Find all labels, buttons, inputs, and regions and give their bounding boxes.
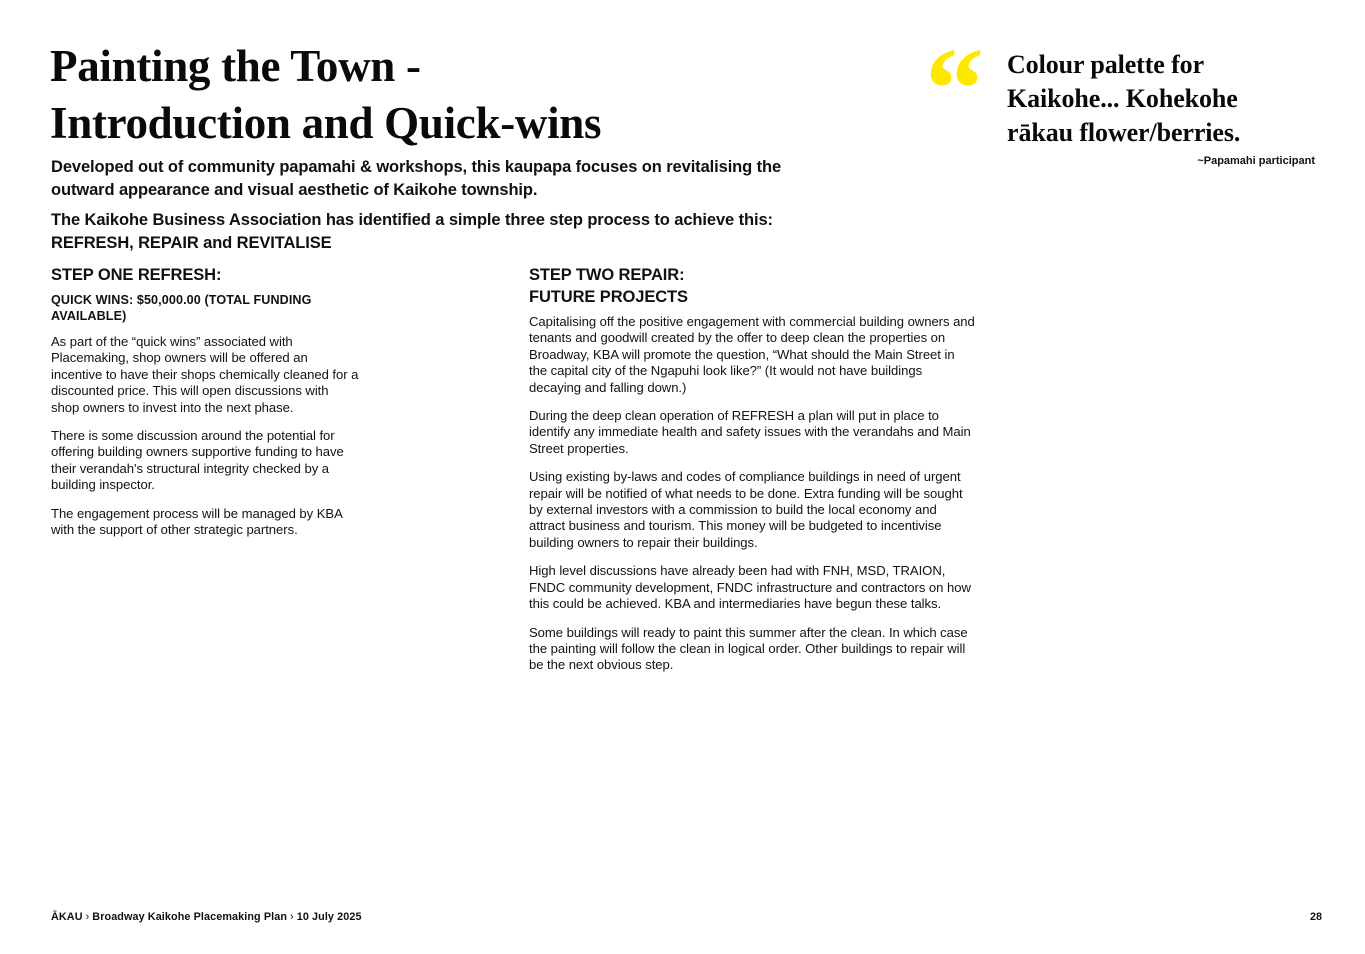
step-two-paragraph-5: Some buildings will ready to paint this summer after the clean. In which case the painting will follow the clean in logical order. Other buildings to repair will be the next obvious step. xyxy=(529,624,968,673)
quote-text xyxy=(925,23,1325,154)
step-one-heading-line-1: STEP ONE REFRESH: xyxy=(51,266,222,284)
doc-title xyxy=(50,38,670,152)
step-one-paragraph-3: The engagement process will be managed by KBA with the support of other strategic partners. xyxy=(51,505,343,538)
step-one-paragraph-2: There is some discussion around the potential for offering building owners supportive funding to have their verandah's structural integrity checked by a building inspector. xyxy=(51,428,344,493)
quote-line-3: rākau flower/berries. xyxy=(1007,118,1241,147)
step-two-paragraph-3: Using existing by-laws and codes of compliance buildings in need of urgent repair will be notified of what needs to be done. Extra funding will be sought by external investors with a commission to build the local economy and attract business and tourism. This money will be budgeted to incentivise building owners to repair their buildings. xyxy=(529,469,963,550)
intro-paragraph-1: Developed out of community papamahi & workshops, this kaupapa focuses on revitalising the outward appearance and visual aesthetic of Kaikohe township. xyxy=(51,158,782,199)
breadcrumb-org: ĀKAU xyxy=(51,911,83,923)
pull-quote xyxy=(925,23,1325,168)
breadcrumb xyxy=(51,910,362,924)
column-step-two xyxy=(529,264,976,674)
breadcrumb-date: 10 July 2025 xyxy=(296,911,362,923)
step-two-heading-line-2: FUTURE PROJECTS xyxy=(529,288,688,306)
quote-line-2: Kaikohe... Kohekohe xyxy=(1007,84,1238,113)
step-one-subhead: QUICK WINS: $50,000.00 (TOTAL FUNDING AVAILABLE) xyxy=(51,293,312,323)
step-one-heading xyxy=(51,264,359,286)
page-title xyxy=(50,38,670,152)
quote-mark-icon: “ xyxy=(925,23,982,154)
doc-title-line-2: Introduction and Quick-wins xyxy=(50,98,602,148)
step-two-paragraph-1: Capitalising off the positive engagement with commercial building owners and tenants and goodwill created by the offer to deep clean the properties on Broadway, KBA will promote the question, “What should the Main Street in the capital city of the Ngapuhi look like?” (It would not have buildings decaying and falling down.) xyxy=(529,314,975,395)
page-number: 28 xyxy=(1309,911,1322,923)
step-one-paragraph-1: As part of the “quick wins” associated with Placemaking, shop owners will be offered an incentive to have their shops chemically cleaned for a discounted price. This will open discussions with shop owners to invest into the next phase. xyxy=(51,334,359,415)
intro-paragraph-2: The Kaikohe Business Association has identified a simple three step process to achieve this: REFRESH, REPAIR and REVITALISE xyxy=(51,211,773,252)
column-step-one xyxy=(51,264,359,538)
step-two-heading-line-1: STEP TWO REPAIR: xyxy=(529,266,685,284)
intro-block xyxy=(51,156,811,254)
quote-line-1: Colour palette for xyxy=(1007,50,1205,79)
page-footer xyxy=(51,910,1322,924)
breadcrumb-separator-1: › xyxy=(85,911,90,923)
breadcrumb-plan: Broadway Kaikohe Placemaking Plan xyxy=(92,911,288,923)
quote-attribution: ~Papamahi participant xyxy=(1197,155,1315,167)
step-two-paragraph-4: High level discussions have already been had with FNH, MSD, TRAION, FNDC community development, FNDC infrastructure and contractors on how this could be achieved. KBA and intermediaries have begun these talks. xyxy=(529,563,971,612)
step-two-paragraph-2: During the deep clean operation of REFRESH a plan will put in place to identify any immediate health and safety issues with the verandahs and Main Street properties. xyxy=(529,408,971,456)
doc-title-line-1: Painting the Town - xyxy=(50,41,421,91)
step-two-heading xyxy=(529,264,976,308)
breadcrumb-separator-2: › xyxy=(290,911,294,923)
